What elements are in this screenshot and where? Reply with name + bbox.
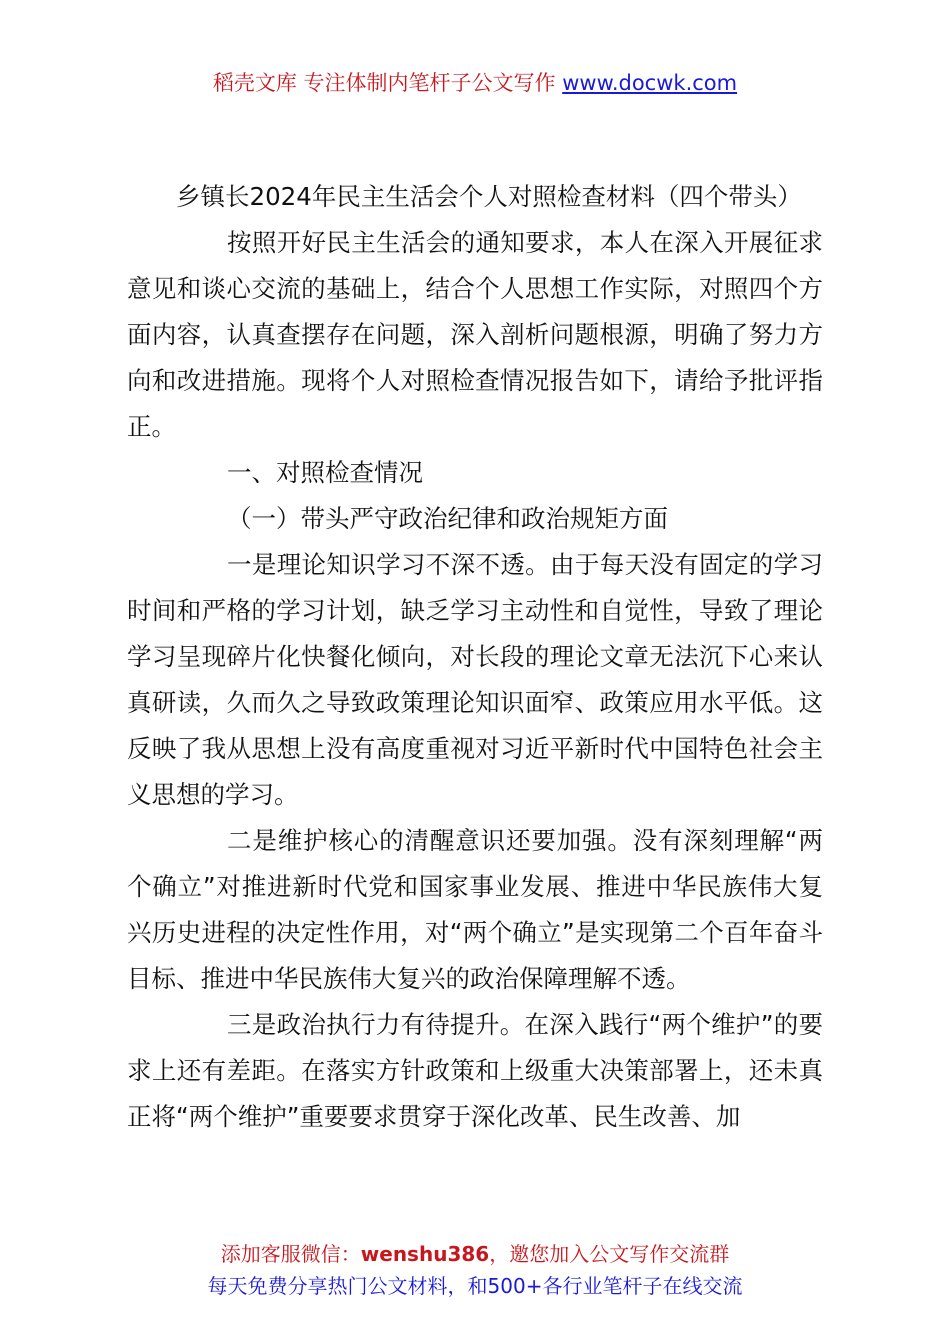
footer-suffix: ，邀您加入公文写作交流群 — [489, 1242, 730, 1266]
paragraph-point-3: 三是政治执行力有待提升。在深入践行“两个维护”的要求上还有差距。在落实方针政策和上级重大决策部署上，还未真正将“两个维护”重要要求贯穿于深化改革、民生改善、加 — [127, 1010, 823, 1131]
footer-line-1 — [0, 1238, 950, 1270]
section-heading: 一、对照检查情况 — [227, 458, 423, 487]
wechat-id: wenshu386 — [360, 1242, 490, 1266]
footer-prefix: 添加客服微信： — [220, 1242, 361, 1266]
subsection-heading: （一）带头严守政治纪律和政治规矩方面 — [227, 504, 668, 533]
watermark-header — [0, 66, 950, 100]
intro-paragraph: 按照开好民主生活会的通知要求，本人在深入开展征求意见和谈心交流的基础上，结合个人思想工作实际，对照四个方面内容，认真查摆存在问题，深入剖析问题根源，明确了努力方向和改进措施。现将个人对照检查情况报告如下，请给予批评指正。 — [127, 228, 823, 441]
site-link[interactable]: www.docwk.com — [562, 71, 738, 95]
brand-text: 稻壳文库 专注体制内笔杆子公文写作 — [212, 71, 563, 95]
document-title: 乡镇长2024年民主生活会个人对照检查材料（四个带头） — [176, 182, 802, 211]
promo-footer — [0, 1238, 950, 1302]
paragraph-point-2: 二是维护核心的清醒意识还要加强。没有深刻理解“两个确立”对推进新时代党和国家事业发展、推进中华民族伟大复兴历史进程的决定性作用，对“两个确立”是实现第二个百年奋斗目标、推进中华民族伟大复兴的政治保障理解不透。 — [127, 826, 823, 993]
paragraph-point-1: 一是理论知识学习不深不透。由于每天没有固定的学习时间和严格的学习计划，缺乏学习主动性和自觉性，导致了理论学习呈现碎片化快餐化倾向，对长段的理论文章无法沉下心来认真研读，久而久之导致政策理论知识面窄、政策应用水平低。这反映了我从思想上没有高度重视对习近平新时代中国特色社会主义思想的学习。 — [127, 550, 823, 809]
footer-line-2: 每天免费分享热门公文材料，和500+各行业笔杆子在线交流 — [207, 1274, 743, 1298]
document-body — [127, 174, 823, 1140]
